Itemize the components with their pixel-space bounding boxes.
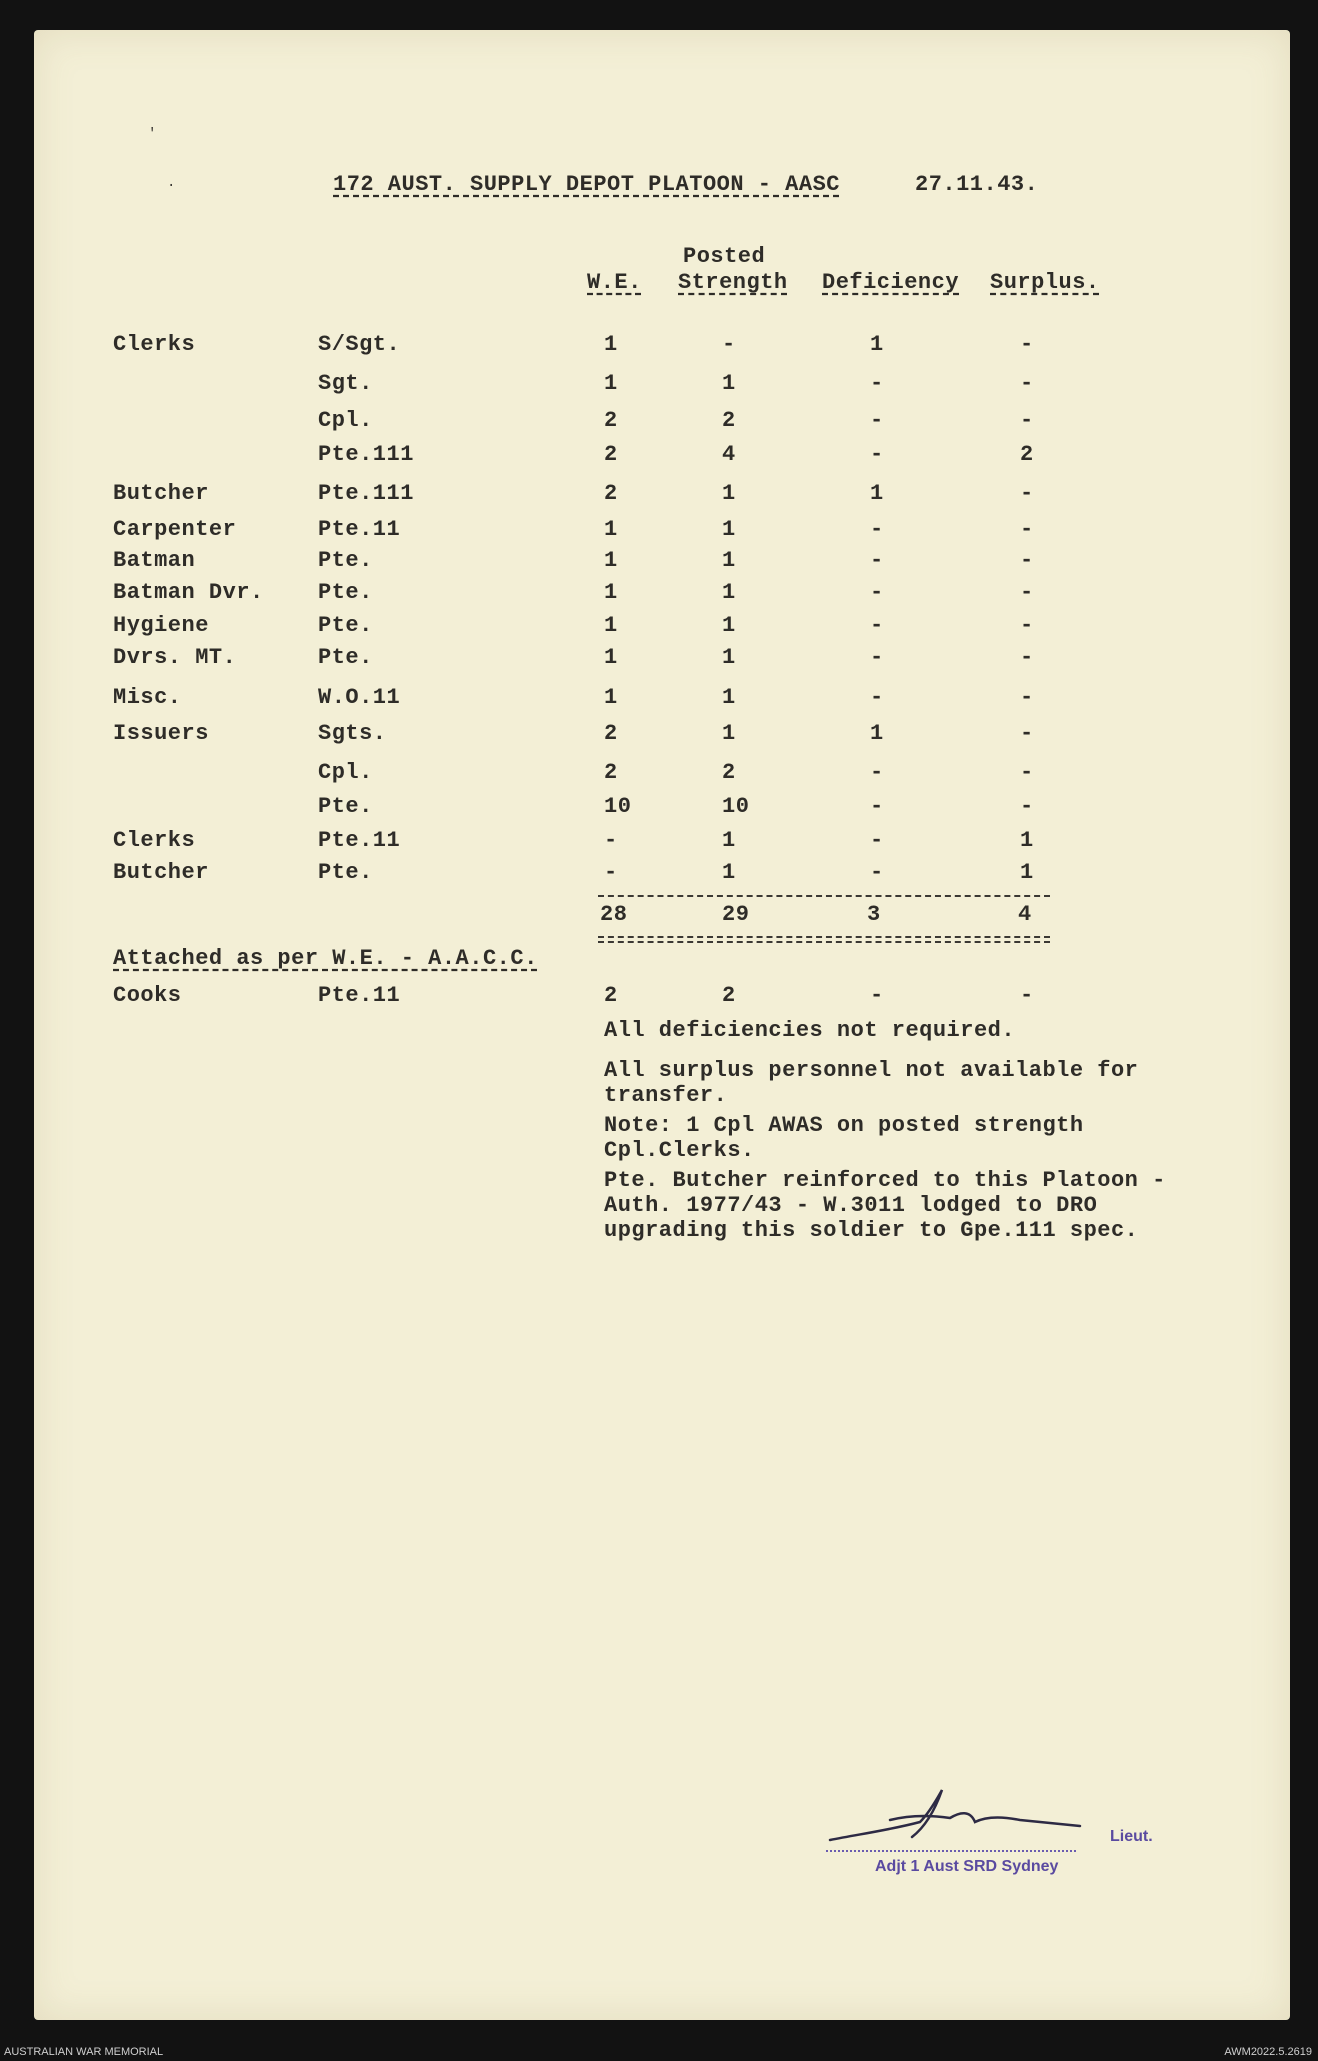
total-rule-top <box>598 895 1050 897</box>
row-posted: 1 <box>722 580 736 605</box>
row-trade: Carpenter <box>113 517 237 542</box>
row-we: 2 <box>604 481 618 506</box>
row-deficiency: - <box>870 685 884 710</box>
row-posted: 1 <box>722 645 736 670</box>
signature-rank: Lieut. <box>1110 1828 1153 1845</box>
row-rank: Pte. <box>318 613 373 638</box>
row-trade: Clerks <box>113 332 196 357</box>
row-deficiency: - <box>870 828 884 853</box>
note-line: Cpl.Clerks. <box>604 1138 755 1163</box>
note-line: Auth. 1977/43 - W.3011 lodged to DRO <box>604 1193 1098 1218</box>
row-deficiency: - <box>870 760 884 785</box>
row-rank: Pte. <box>318 794 373 819</box>
total-rule-bottom <box>598 936 1050 938</box>
row-deficiency: - <box>870 860 884 885</box>
row-deficiency: - <box>870 371 884 396</box>
row-trade: Misc. <box>113 685 182 710</box>
row-posted: 1 <box>722 548 736 573</box>
row-posted: 2 <box>722 408 736 433</box>
signature-line <box>826 1850 1076 1852</box>
total-surplus: 4 <box>1018 902 1032 927</box>
row-posted: 2 <box>722 760 736 785</box>
total-deficiency: 3 <box>867 902 881 927</box>
row-deficiency: - <box>870 613 884 638</box>
row-posted: 1 <box>722 860 736 885</box>
row-posted: 1 <box>722 613 736 638</box>
attached-we: 2 <box>604 983 618 1008</box>
row-trade: Batman <box>113 548 196 573</box>
row-surplus: - <box>1020 794 1034 819</box>
document-title: 172 AUST. SUPPLY DEPOT PLATOON - AASC <box>333 172 840 197</box>
row-rank: Pte.11 <box>318 828 401 853</box>
signature <box>820 1782 1110 1852</box>
row-rank: Sgt. <box>318 371 373 396</box>
row-surplus: - <box>1020 548 1034 573</box>
header-we: W.E. <box>587 270 642 295</box>
row-deficiency: 1 <box>870 481 884 506</box>
row-deficiency: - <box>870 580 884 605</box>
row-we: 1 <box>604 685 618 710</box>
row-trade: Issuers <box>113 721 209 746</box>
signature-stamp: Adjt 1 Aust SRD Sydney <box>875 1858 1059 1875</box>
row-we: 2 <box>604 721 618 746</box>
row-we: - <box>604 828 618 853</box>
row-rank: Pte.111 <box>318 481 414 506</box>
row-deficiency: 1 <box>870 332 884 357</box>
row-deficiency: 1 <box>870 721 884 746</box>
note-line: All deficiencies not required. <box>604 1018 1016 1043</box>
total-we: 28 <box>600 902 628 927</box>
row-posted: 1 <box>722 685 736 710</box>
row-deficiency: - <box>870 794 884 819</box>
attached-surplus: - <box>1020 983 1034 1008</box>
row-surplus: - <box>1020 517 1034 542</box>
row-surplus: - <box>1020 481 1034 506</box>
row-we: 1 <box>604 371 618 396</box>
row-we: 2 <box>604 408 618 433</box>
row-posted: 1 <box>722 828 736 853</box>
row-deficiency: - <box>870 645 884 670</box>
note-line: upgrading this soldier to Gpe.111 spec. <box>604 1218 1139 1243</box>
row-posted: 1 <box>722 371 736 396</box>
row-deficiency: - <box>870 517 884 542</box>
row-surplus: - <box>1020 685 1034 710</box>
row-rank: Pte. <box>318 548 373 573</box>
row-trade: Batman Dvr. <box>113 580 264 605</box>
row-surplus: - <box>1020 721 1034 746</box>
row-deficiency: - <box>870 548 884 573</box>
note-line: Note: 1 Cpl AWAS on posted strength <box>604 1113 1084 1138</box>
row-deficiency: - <box>870 442 884 467</box>
row-rank: W.O.11 <box>318 685 401 710</box>
row-rank: Pte.111 <box>318 442 414 467</box>
row-we: 1 <box>604 613 618 638</box>
note-line: All surplus personnel not available for <box>604 1058 1139 1083</box>
header-posted-top: Posted <box>683 244 766 269</box>
header-deficiency: Deficiency <box>822 270 960 295</box>
row-rank: Pte. <box>318 860 373 885</box>
row-we: 1 <box>604 517 618 542</box>
attached-heading: Attached as per W.E. - A.A.C.C. <box>113 946 538 971</box>
row-trade: Butcher <box>113 481 209 506</box>
row-we: 2 <box>604 760 618 785</box>
row-surplus: 1 <box>1020 860 1034 885</box>
row-rank: Sgts. <box>318 721 387 746</box>
row-rank: Cpl. <box>318 408 373 433</box>
row-posted: 1 <box>722 517 736 542</box>
row-we: 1 <box>604 548 618 573</box>
row-surplus: - <box>1020 408 1034 433</box>
row-deficiency: - <box>870 408 884 433</box>
row-surplus: - <box>1020 645 1034 670</box>
header-posted-bottom: Strength <box>678 270 788 295</box>
row-we: 1 <box>604 645 618 670</box>
row-we: 10 <box>604 794 632 819</box>
row-we: 2 <box>604 442 618 467</box>
footer-right: AWM2022.5.2619 <box>1224 2046 1312 2058</box>
paper-mark: · <box>167 178 176 194</box>
attached-posted: 2 <box>722 983 736 1008</box>
row-surplus: - <box>1020 580 1034 605</box>
row-posted: 4 <box>722 442 736 467</box>
row-trade: Clerks <box>113 828 196 853</box>
attached-deficiency: - <box>870 983 884 1008</box>
paper-mark: ' <box>148 126 157 142</box>
row-rank: Pte. <box>318 645 373 670</box>
row-trade: Butcher <box>113 860 209 885</box>
header-surplus: Surplus. <box>990 270 1100 295</box>
row-surplus: - <box>1020 760 1034 785</box>
row-we: 1 <box>604 580 618 605</box>
row-surplus: 1 <box>1020 828 1034 853</box>
row-surplus: - <box>1020 613 1034 638</box>
row-surplus: 2 <box>1020 442 1034 467</box>
note-line: Pte. Butcher reinforced to this Platoon - <box>604 1168 1166 1193</box>
row-surplus: - <box>1020 332 1034 357</box>
document-date: 27.11.43. <box>915 172 1039 197</box>
row-trade: Hygiene <box>113 613 209 638</box>
row-posted: 1 <box>722 721 736 746</box>
row-posted: - <box>722 332 736 357</box>
row-trade: Dvrs. MT. <box>113 645 237 670</box>
row-rank: Cpl. <box>318 760 373 785</box>
attached-rank: Pte.11 <box>318 983 401 1008</box>
row-surplus: - <box>1020 371 1034 396</box>
total-rule-bottom-2 <box>598 941 1050 943</box>
footer-left: AUSTRALIAN WAR MEMORIAL <box>4 2046 164 2058</box>
row-we: - <box>604 860 618 885</box>
attached-trade: Cooks <box>113 983 182 1008</box>
row-rank: Pte.11 <box>318 517 401 542</box>
note-line: transfer. <box>604 1083 728 1108</box>
row-rank: Pte. <box>318 580 373 605</box>
row-posted: 10 <box>722 794 750 819</box>
total-posted: 29 <box>722 902 750 927</box>
row-we: 1 <box>604 332 618 357</box>
row-posted: 1 <box>722 481 736 506</box>
row-rank: S/Sgt. <box>318 332 401 357</box>
